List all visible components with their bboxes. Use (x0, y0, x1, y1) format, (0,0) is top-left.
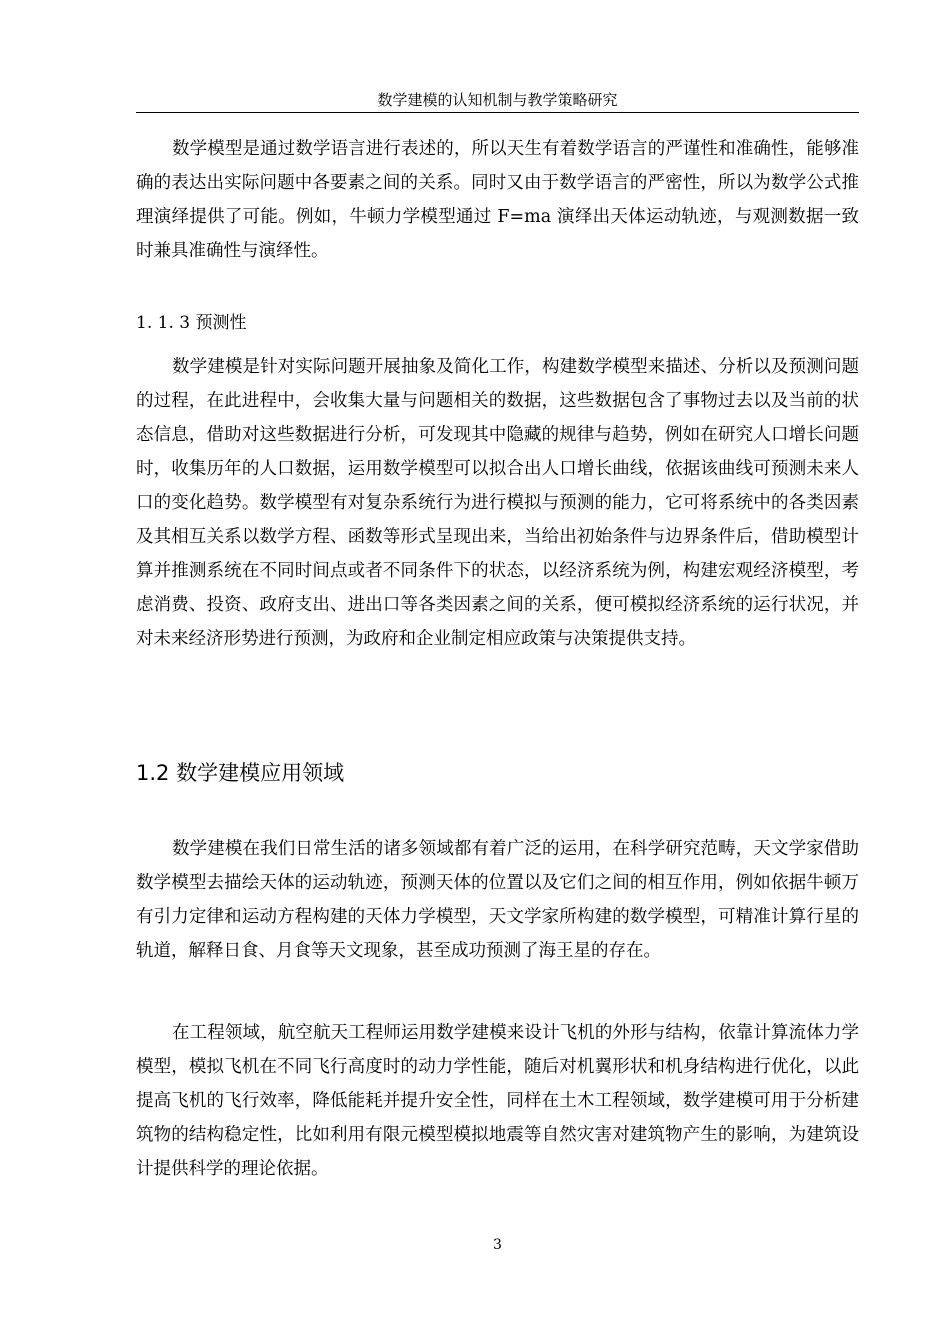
subsection-title: 预测性 (195, 313, 247, 333)
subsection-heading (136, 308, 246, 338)
subsection-number: 1. 1. 3 (136, 313, 191, 333)
page-number: 3 (493, 1237, 502, 1253)
body-paragraph: 在工程领域，航空航天工程师运用数学建模来设计飞机的外形与结构，依靠计算流体力学模型，模拟飞机在不同飞行高度时的动力学性能，随后对机翼形状和机身结构进行优化，以此提高飞机的飞行效率，降低能耗并提升安全性，同样在土木工程领域，数学建模可用于分析建筑物的结构稳定性，比如利用有限元模型模拟地震等自然灾害对建筑物产生的影响，为建筑设计提供科学的理论依据。 (136, 1023, 859, 1179)
body-paragraph: 数学模型是通过数学语言进行表述的，所以天生有着数学语言的严谨性和准确性，能够准确的表达出实际问题中各要素之间的关系。同时又由于数学语言的严密性，所以为数学公式推理演绎提供了可能。例如，牛顿力学模型通过 F=ma 演绎出天体运动轨迹，与观测数据一致时兼具准确性与演绎性。 (136, 139, 859, 261)
header-divider (136, 112, 859, 113)
body-paragraph: 数学建模在我们日常生活的诸多领域都有着广泛的运用，在科学研究范畴，天文学家借助数学模型去描绘天体的运动轨迹，预测天体的位置以及它们之间的相互作用，例如依据牛顿万有引力定律和运动方程构建的天体力学模型，天文学家所构建的数学模型，可精准计算行星的轨道，解释日食、月食等天文现象，甚至成功预测了海王星的存在。 (136, 839, 859, 961)
body-paragraph: 数学建模是针对实际问题开展抽象及简化工作，构建数学模型来描述、分析以及预测问题的过程，在此进程中，会收集大量与问题相关的数据，这些数据包含了事物过去以及当前的状态信息，借助对这些数据进行分析，可发现其中隐藏的规律与趋势，例如在研究人口增长问题时，收集历年的人口数据，运用数学模型可以拟合出人口增长曲线，依据该曲线可预测未来人口的变化趋势。数学模型有对复杂系统行为进行模拟与预测的能力，它可将系统中的各类因素及其相互关系以数学方程、函数等形式呈现出来，当给出初始条件与边界条件后，借助模型计算并推测系统在不同时间点或者不同条件下的状态，以经济系统为例，构建宏观经济模型，考虑消费、投资、政府支出、进出口等各类因素之间的关系，便可模拟经济系统的运行状况，并对未来经济形势进行预测，为政府和企业制定相应政策与决策提供支持。 (136, 357, 859, 649)
section-heading: 1.2 数学建模应用领域 (136, 761, 345, 785)
running-header: 数学建模的认知机制与教学策略研究 (377, 91, 618, 109)
